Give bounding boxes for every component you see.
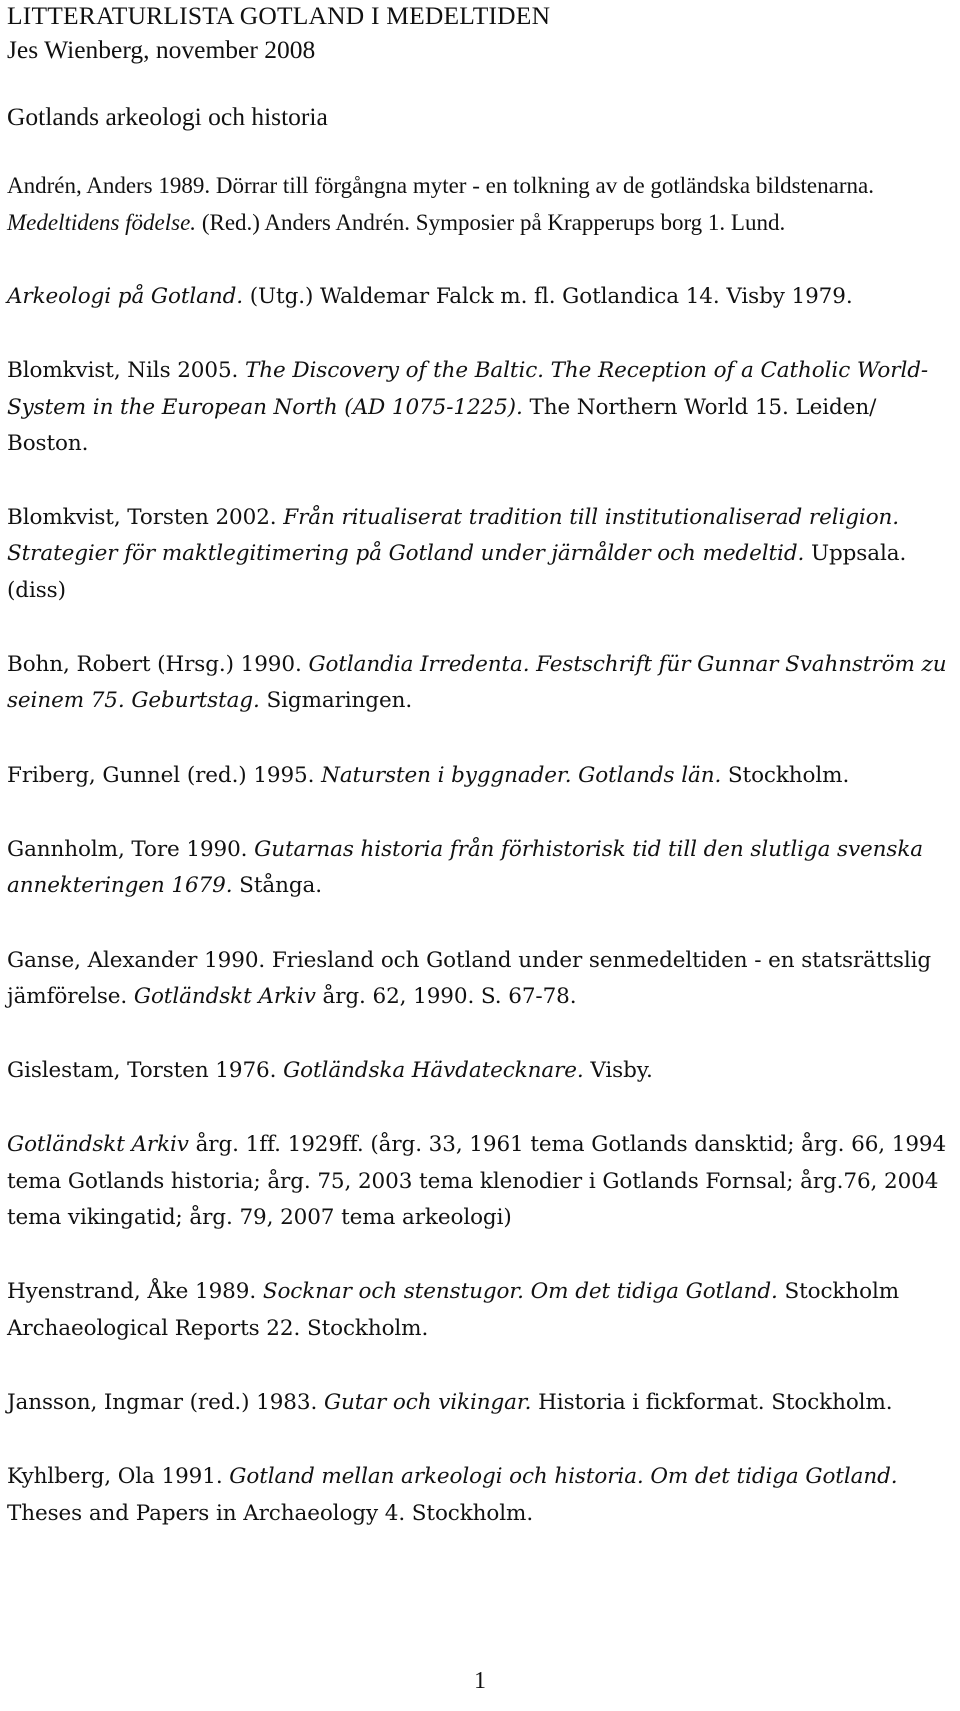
entry-italic-text: Från ritualiserat tradition till institutionaliserad religion. Strategier för maktlegitimering på Gotland under järnålder och medeltid. [7, 505, 900, 567]
document-page [7, 0, 947, 1570]
entry-text: (Red.) Anders Andrén. Symposier på Krapperups borg 1. Lund. [196, 209, 786, 235]
entry-italic-text: Gutarnas historia från förhistorisk tid till den slutliga svenska annekteringen 1679. [7, 836, 923, 899]
entry-text: Stånga. [232, 873, 322, 899]
entry-text: årg. 1ff. 1929ff. (årg. 33, 1961 tema Gotlands dansktid; årg. 66, 1994 tema Gotlands historia; årg. 75, 2003 tema klenodier i Gotlands Fornsal; årg.76, 2004 tema vikingatid; årg. 79, 2007 tema arkeologi) [7, 1132, 947, 1231]
entry-text: årg. 62, 1990. S. 67-78. [315, 983, 577, 1009]
entry-italic-text: Gotländskt Arkiv [7, 1132, 189, 1158]
document-title: LITTERATURLISTA GOTLAND I MEDELTIDEN [7, 1, 551, 30]
entry-text: Stockholm Archaeological Reports 22. Stockholm. [7, 1279, 900, 1341]
entry-text: Bohn, Robert (Hrsg.) 1990. [7, 652, 309, 678]
entry-text: (Utg.) Waldemar Falck m. fl. Gotlandica 14. Visby 1979. [243, 284, 853, 309]
entry-text: Friberg, Gunnel (red.) 1995. [7, 762, 322, 788]
bibliography-entry [7, 279, 947, 315]
entry-italic-text: Natursten i byggnader. Gotlands län. [321, 762, 722, 788]
bibliography-entry [7, 758, 947, 794]
entry-italic-text: Gutar och vikingar. [323, 1389, 532, 1415]
bibliography-list [7, 168, 947, 1532]
bibliography-entry [7, 500, 947, 609]
entry-text: Blomkvist, Nils 2005. [7, 358, 246, 384]
entry-text: Andrén, Anders 1989. Dörrar till förgångna myter - en tolkning av de gotländska bildstenarna. [7, 173, 874, 198]
entry-text: Visby. [583, 1058, 653, 1084]
page-number: 1 [474, 1668, 486, 1694]
entry-text: Sigmaringen. [259, 688, 413, 714]
entry-text: The Northern World 15. Leiden/ Boston. [7, 394, 877, 456]
bibliography-entry [7, 1053, 947, 1089]
entry-italic-text: Gotland mellan arkeologi och historia. Om det tidiga Gotland. [229, 1464, 898, 1490]
entry-italic-text: Gotländska Hävdatecknare. [283, 1058, 584, 1084]
entry-text: Kyhlberg, Ola 1991. [7, 1464, 230, 1490]
entry-italic-text: Socknar och stenstugor. Om det tidiga Gotland. [262, 1279, 778, 1305]
bibliography-entry [7, 1127, 947, 1236]
entry-text: Hyenstrand, Åke 1989. [7, 1279, 263, 1305]
entry-text: Blomkvist, Torsten 2002. [7, 505, 284, 531]
entry-text: Jansson, Ingmar (red.) 1983. [7, 1389, 324, 1415]
bibliography-entry [7, 168, 947, 241]
entry-italic-text: Gotlandia Irredenta. Festschrift für Gunnar Svahnström zu seinem 75. Geburtstag. [7, 652, 947, 714]
entry-text: Ganse, Alexander 1990. Friesland och Gotland under senmedeltiden - en statsrättslig jämförelse. [7, 947, 932, 1009]
bibliography-entry [7, 353, 947, 462]
entry-text: Gislestam, Torsten 1976. [7, 1058, 284, 1084]
author-date-line: Jes Wienberg, november 2008 [7, 35, 316, 64]
bibliography-entry [7, 1385, 947, 1421]
bibliography-entry [7, 647, 947, 720]
section-heading: Gotlands arkeologi och historia [7, 102, 328, 131]
entry-text: Stockholm. [721, 762, 850, 788]
entry-italic-text: Gotländskt Arkiv [133, 983, 316, 1009]
entry-italic-text: Arkeologi på Gotland. [7, 284, 244, 309]
entry-italic-text: Medeltidens födelse. [7, 209, 197, 235]
bibliography-entry [7, 943, 947, 1016]
entry-italic-text: The Discovery of the Baltic. The Reception of a Catholic World-System in the European North (AD 1075-1225). [7, 358, 929, 420]
entry-text: Theses and Papers in Archaeology 4. Stockholm. [7, 1500, 534, 1526]
entry-text: Gannholm, Tore 1990. [7, 836, 255, 862]
entry-text: Historia i fickformat. Stockholm. [531, 1389, 893, 1415]
bibliography-entry [7, 1274, 947, 1347]
bibliography-entry [7, 1459, 947, 1532]
bibliography-entry [7, 832, 947, 905]
entry-text: Uppsala. (diss) [7, 541, 907, 603]
